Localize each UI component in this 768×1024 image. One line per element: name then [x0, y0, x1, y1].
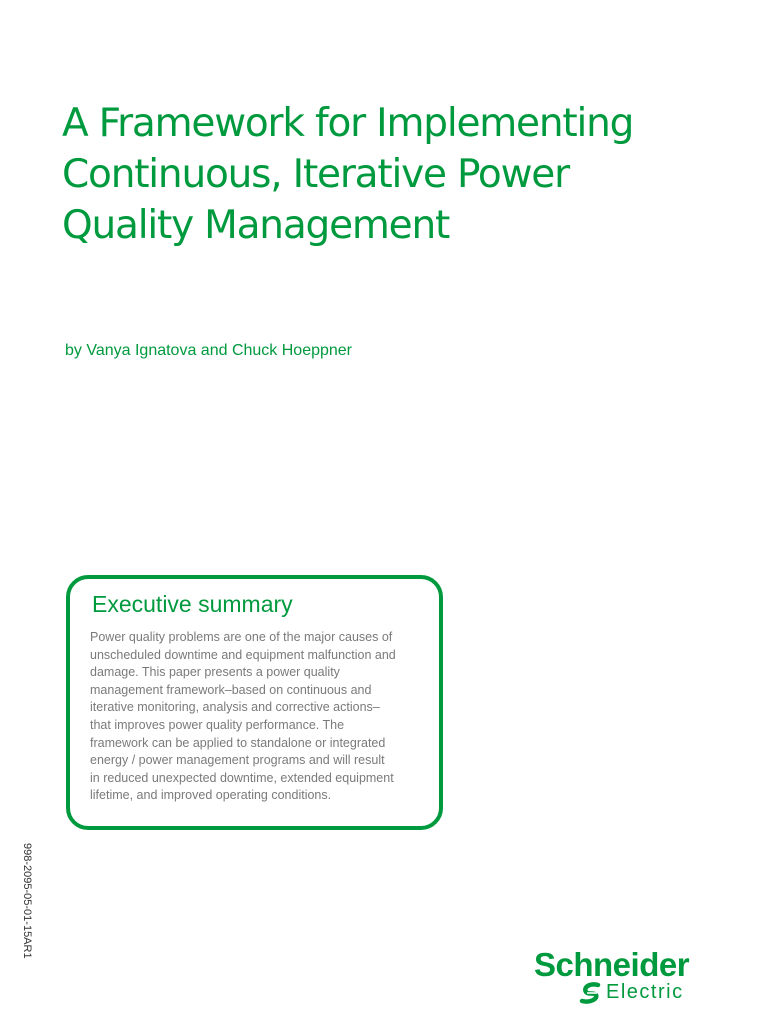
executive-summary-text [90, 629, 433, 805]
summary-line: in reduced unexpected downtime, extended equipment [90, 770, 394, 785]
summary-line: that improves power quality performance. The [90, 717, 345, 732]
summary-line: damage. This paper presents a power quality [90, 665, 340, 680]
authors: by Vanya Ignatova and Chuck Hoeppner [65, 342, 353, 359]
summary-line: Power quality problems are one of the major causes of [90, 630, 393, 644]
executive-summary-box [66, 575, 443, 830]
executive-summary-heading: Executive summary [92, 591, 293, 617]
title-line: Quality Management [62, 203, 450, 248]
schneider-electric-logo-mark-icon [578, 982, 604, 1004]
schneider-electric-logo [534, 946, 716, 1006]
summary-line: iterative monitoring, analysis and corrective actions– [90, 700, 380, 715]
summary-line: lifetime, and improved operating conditions. [90, 788, 332, 803]
summary-line: energy / power management programs and will result [90, 753, 385, 768]
logo-sub: Electric [606, 981, 684, 1003]
summary-line: unscheduled downtime and equipment malfunction and [90, 647, 396, 662]
summary-line: framework can be applied to standalone or integrated [90, 735, 386, 750]
title-line: A Framework for Implementing [62, 101, 634, 146]
summary-line: management framework–based on continuous and [90, 682, 372, 697]
page-title [62, 98, 722, 251]
logo-name: Schneider [534, 946, 690, 983]
document-number: 998-2095-05-01-15AR1 [21, 843, 33, 959]
title-line: Continuous, Iterative Power [62, 152, 569, 197]
